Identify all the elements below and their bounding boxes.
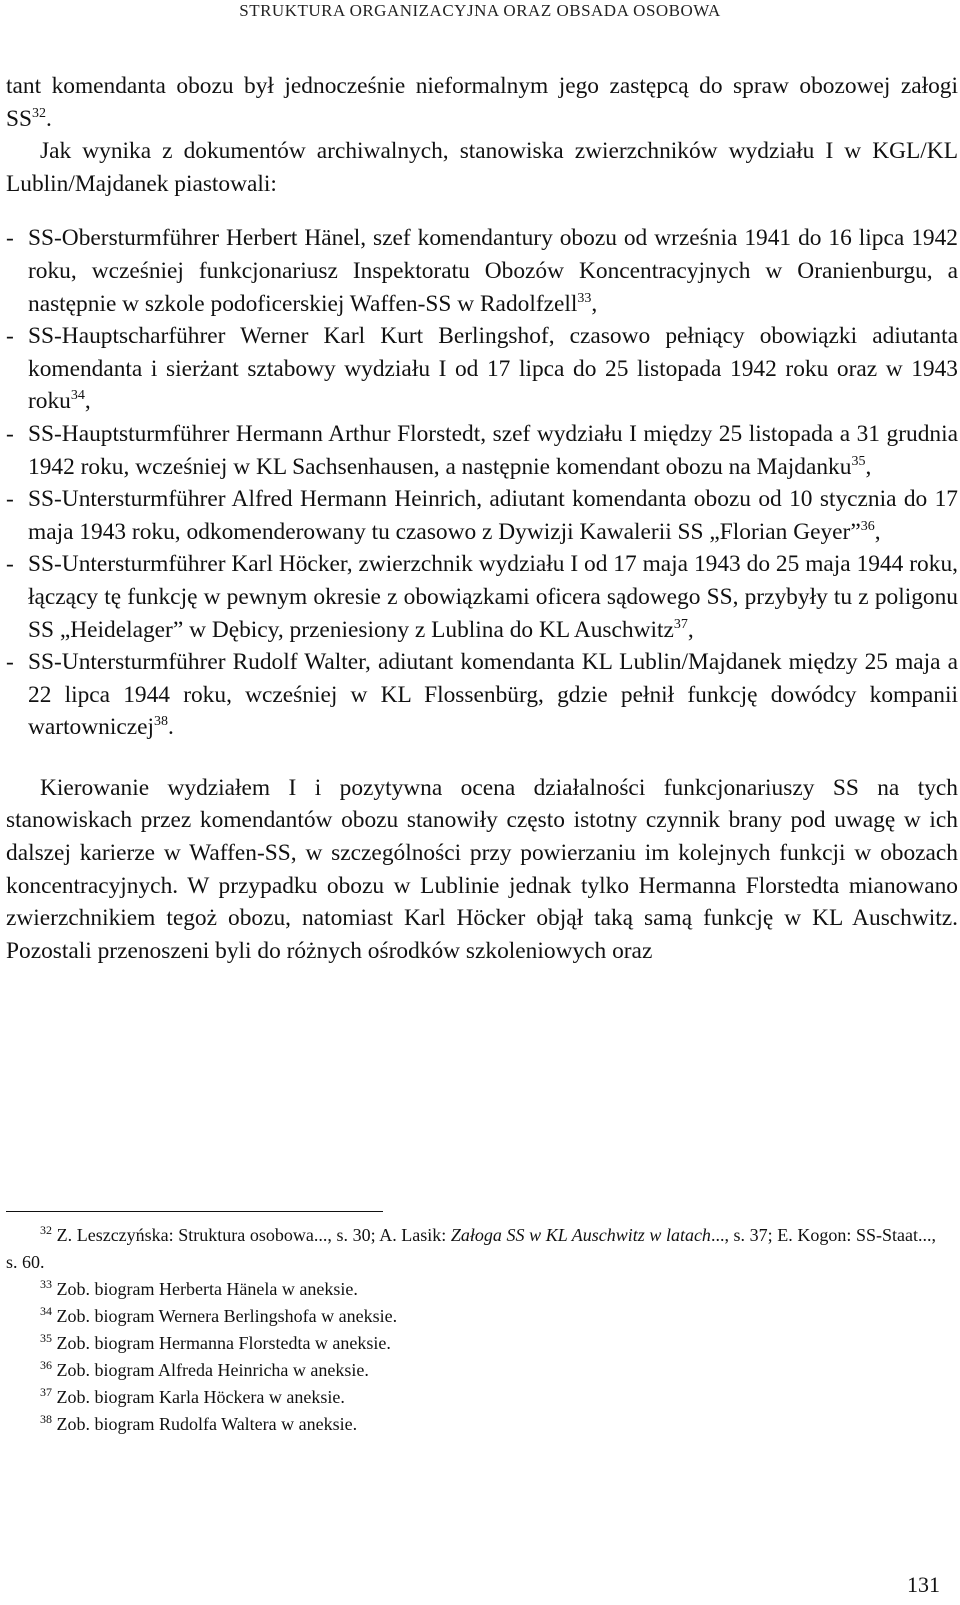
- footnote-number: 32: [40, 1223, 52, 1237]
- lead-in-paragraph: Jak wynika z dokumentów archiwalnych, stanowiska zwierzchników wydziału I w KGL/KL Lublin/Majdanek piastowali:: [6, 138, 958, 197]
- footnote-title: Załoga SS w KL Auschwitz w latach: [450, 1225, 711, 1245]
- list-item-end: .: [168, 714, 174, 741]
- footnote-35: [6, 1330, 936, 1357]
- list-item-end: ,: [874, 518, 881, 545]
- list-item-text: SS-Untersturmführer Karl Höcker, zwierzchnik wydziału I od 17 maja 1943 do 25 maja 1944 roku, łączący tę funkcję w pewnym okresie z obowiązkami oficera sądowego SS, przybyły tu z poligonu SS „Heidelager” w Dębicy, przeniesiony z Lublina do KL Auschwitz: [28, 551, 958, 643]
- footnote-text: Z. Leszczyńska: Struktura osobowa..., s. 30; A. Lasik:: [52, 1225, 451, 1245]
- footnote-ref: 34: [70, 388, 85, 404]
- list-item-text: SS-Untersturmführer Alfred Hermann Heinrich, adiutant komendanta obozu od 10 stycznia do 17 maja 1943 roku, odkomenderowany tu czasowo z Dywizji Kawalerii SS „Florian Geyer”: [28, 486, 958, 545]
- footnote-text: Zob. biogram Wernera Berlingshofa w aneksie.: [52, 1306, 398, 1326]
- list-item-end: ,: [84, 388, 91, 415]
- list-item-text: SS-Untersturmführer Rudolf Walter, adiutant komendanta KL Lublin/Majdanek między 25 maja a 22 lipca 1944 roku, wcześniej w KL Flossenbürg, gdzie pełnił funkcję dowódcy kompanii wartowniczej: [28, 649, 958, 741]
- footnote-34: [6, 1303, 936, 1330]
- list-item: [6, 548, 958, 646]
- footnote-ref: 33: [577, 290, 592, 306]
- footnote-number: 36: [40, 1358, 52, 1372]
- list-item: [6, 418, 958, 483]
- footnote-text: Zob. biogram Hermanna Florstedta w aneksie.: [52, 1333, 391, 1353]
- officer-list: [6, 222, 958, 744]
- list-dash: -: [6, 420, 14, 447]
- footnote-38: [6, 1411, 936, 1438]
- list-item-end: ,: [591, 290, 598, 317]
- list-item-text: SS-Hauptscharführer Werner Karl Kurt Berlingshof, czasowo pełniący obowiązki adiutanta komendanta i sierżant sztabowy wydziału I od 17 lipca do 25 listopada 1942 roku oraz w 1943 roku: [28, 323, 958, 415]
- intro-text: tant komendanta obozu był jednocześnie nieformalnym jego zastępcą do spraw obozowej załogi SS: [6, 73, 958, 132]
- list-dash: -: [6, 649, 14, 676]
- footnote-text: Zob. biogram Herberta Hänela w aneksie.: [52, 1279, 358, 1299]
- footnote-36: [6, 1357, 936, 1384]
- list-item-end: ,: [865, 453, 872, 480]
- list-dash: -: [6, 225, 14, 252]
- intro-paragraph: [6, 70, 958, 135]
- list-item: [6, 320, 958, 418]
- list-item-end: ,: [687, 616, 694, 643]
- footnote-ref: 32: [32, 105, 47, 121]
- footnote-text: Zob. biogram Rudolfa Waltera w aneksie.: [52, 1414, 358, 1434]
- footnote-divider: [6, 1211, 383, 1212]
- footnote-number: 37: [40, 1385, 52, 1399]
- list-dash: -: [6, 486, 14, 513]
- list-dash: -: [6, 551, 14, 578]
- intro-end: .: [46, 105, 52, 132]
- footnote-ref: 38: [154, 714, 168, 730]
- page-number: 131: [907, 1572, 940, 1597]
- main-text: [6, 70, 958, 967]
- list-item: [6, 483, 958, 548]
- footnote-text: Zob. biogram Alfreda Heinricha w aneksie.: [52, 1360, 369, 1380]
- footnote-number: 35: [40, 1331, 52, 1345]
- footnote-37: [6, 1384, 936, 1411]
- footnote-33: [6, 1276, 936, 1303]
- footnote-number: 34: [40, 1304, 52, 1318]
- footnote-text: ..., s. 37; E. Kogon: SS-Staat..., s. 60.: [6, 1225, 936, 1272]
- footnote-32: [6, 1222, 936, 1276]
- closing-paragraph: Kierowanie wydziałem I i pozytywna ocena działalności funkcjonariuszy SS na tych stanowiskach przez komendantów obozu stanowiły często istotny czynnik brany pod uwagę w ich dalszej karierze w Waffen-SS, w szczególności przy powierzaniu im kolejnych funkcji w obozach koncentracyjnych. W przypadku obozu w Lublinie jednak tylko Hermanna Florstedta mianowano zwierzchnikiem tegoż obozu, natomiast Karl Höcker objął taką samą funkcję w KL Auschwitz. Pozostali przenoszeni byli do różnych ośrodków szkoleniowych oraz: [6, 774, 958, 964]
- footnote-ref: 37: [673, 616, 688, 632]
- list-item: [6, 222, 958, 320]
- footnote-ref: 35: [851, 453, 866, 469]
- list-item-text: SS-Obersturmführer Herbert Hänel, szef komendantury obozu od września 1941 do 16 lipca 1942 roku, wcześniej funkcjonariusz Inspektoratu Obozów Koncentracyjnych w Oranienburgu, a następnie w szkole podoficerskiej Waffen-SS w Radolfzell: [28, 225, 958, 317]
- list-item-text: SS-Hauptsturmführer Hermann Arthur Florstedt, szef wydziału I między 25 listopada a 31 grudnia 1942 roku, wcześniej w KL Sachsenhausen, a następnie komendant obozu na Majdanku: [28, 420, 958, 480]
- footnote-ref: 36: [860, 518, 875, 534]
- running-header: STRUKTURA ORGANIZACYJNA ORAZ OBSADA OSOBOWA: [239, 1, 721, 20]
- footnote-number: 38: [40, 1412, 52, 1426]
- footnotes: [6, 1222, 936, 1438]
- list-dash: -: [6, 323, 14, 350]
- footnote-text: Zob. biogram Karla Höckera w aneksie.: [52, 1387, 345, 1407]
- list-item: [6, 646, 958, 744]
- footnote-number: 33: [40, 1277, 52, 1291]
